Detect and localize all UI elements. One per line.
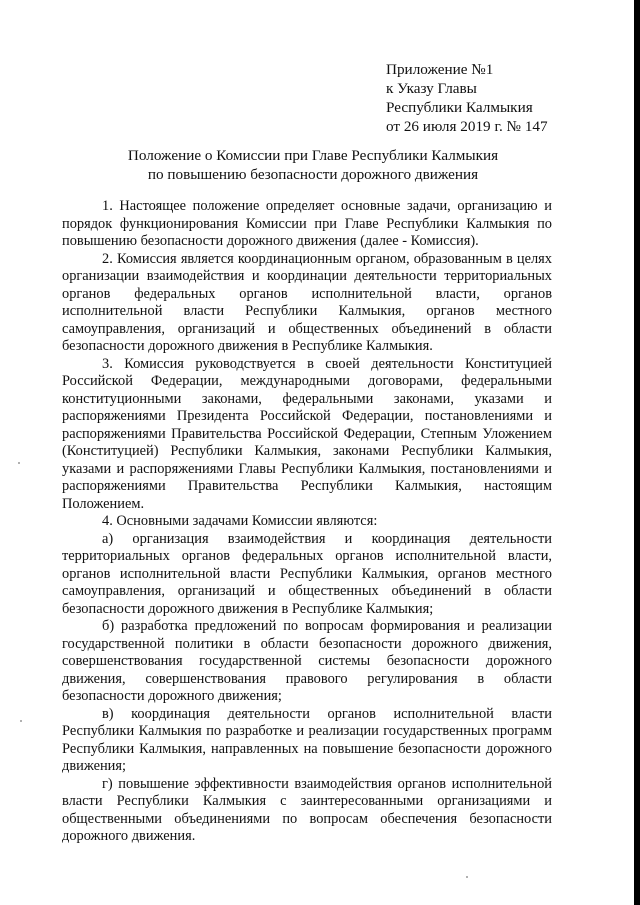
paragraph: г) повышение эффективности взаимодействия органов исполнительной власти Республики Калмыкия с заинтересованными организациями и общественными объединениями по вопросам обеспечения безопасности дорожного движения.	[62, 775, 552, 844]
paragraph: 3. Комиссия руководствуется в своей деятельности Конституцией Российской Федерации, международными договорами, федеральными конституционными законами, федеральными законами, указами и распоряжениями Президента Российской Федерации, постановлениями и распоряжениями Правительства Российской Федерации, Степным Уложением (Конституцией) Республики Калмыкия, законами Республики Калмыкия, указами и распоряжениями Главы Республики Калмыкия, постановлениями и распоряжениями Правительства Республики Калмыкия, настоящим Положением.	[62, 355, 552, 512]
paragraph: а) организация взаимодействия и координация деятельности территориальных органов федеральных органов исполнительной власти, органов исполнительной власти Республики Калмыкия, органов местного самоуправления, организаций и общественных объединений в области безопасности дорожного движения в Республике Калмыкия;	[62, 530, 552, 617]
scan-speck	[466, 876, 468, 878]
appendix-line: Приложение №1	[386, 61, 494, 78]
title-line: Положение о Комиссии при Главе Республики Калмыкия	[127, 147, 499, 164]
scan-edge	[634, 0, 640, 905]
paragraph: 4. Основными задачами Комиссии являются:	[102, 513, 378, 529]
appendix-line: от 26 июля 2019 г. № 147	[386, 118, 548, 135]
document-title	[60, 146, 566, 184]
paragraph: б) разработка предложений по вопросам формирования и реализации государственной политики в области безопасности дорожного движения, совершенствования государственной системы безопасности дорожного движения, совершенствования правового регулирования в области безопасности дорожного движения;	[62, 618, 552, 704]
title-line: по повышению безопасности дорожного движения	[147, 166, 479, 183]
document-body	[62, 198, 552, 846]
appendix-line: к Указу Главы	[386, 80, 477, 97]
paragraph: 2. Комиссия является координационным органом, образованным в целях организации взаимодействия и координации деятельности территориальных органов федеральных органов исполнительной власти, органов исполнительной власти Республики Калмыкия, органов местного самоуправления, организаций и общественных объединений в области безопасности дорожного движения в Республике Калмыкия.	[62, 250, 552, 354]
scan-speck	[18, 462, 20, 464]
paragraph: в) координация деятельности органов исполнительной власти Республики Калмыкия по разработке и реализации государственных программ Республики Калмыкия, направленных на повышение безопасности дорожного движения;	[62, 705, 552, 774]
appendix-line: Республики Калмыкия	[386, 99, 533, 116]
scan-speck	[20, 720, 22, 722]
appendix-header	[386, 60, 548, 136]
paragraph: 1. Настоящее положение определяет основные задачи, организацию и порядок функционирования Комиссии при Главе Республики Калмыкия по повышению безопасности дорожного движения (далее - Комиссия).	[62, 198, 552, 249]
